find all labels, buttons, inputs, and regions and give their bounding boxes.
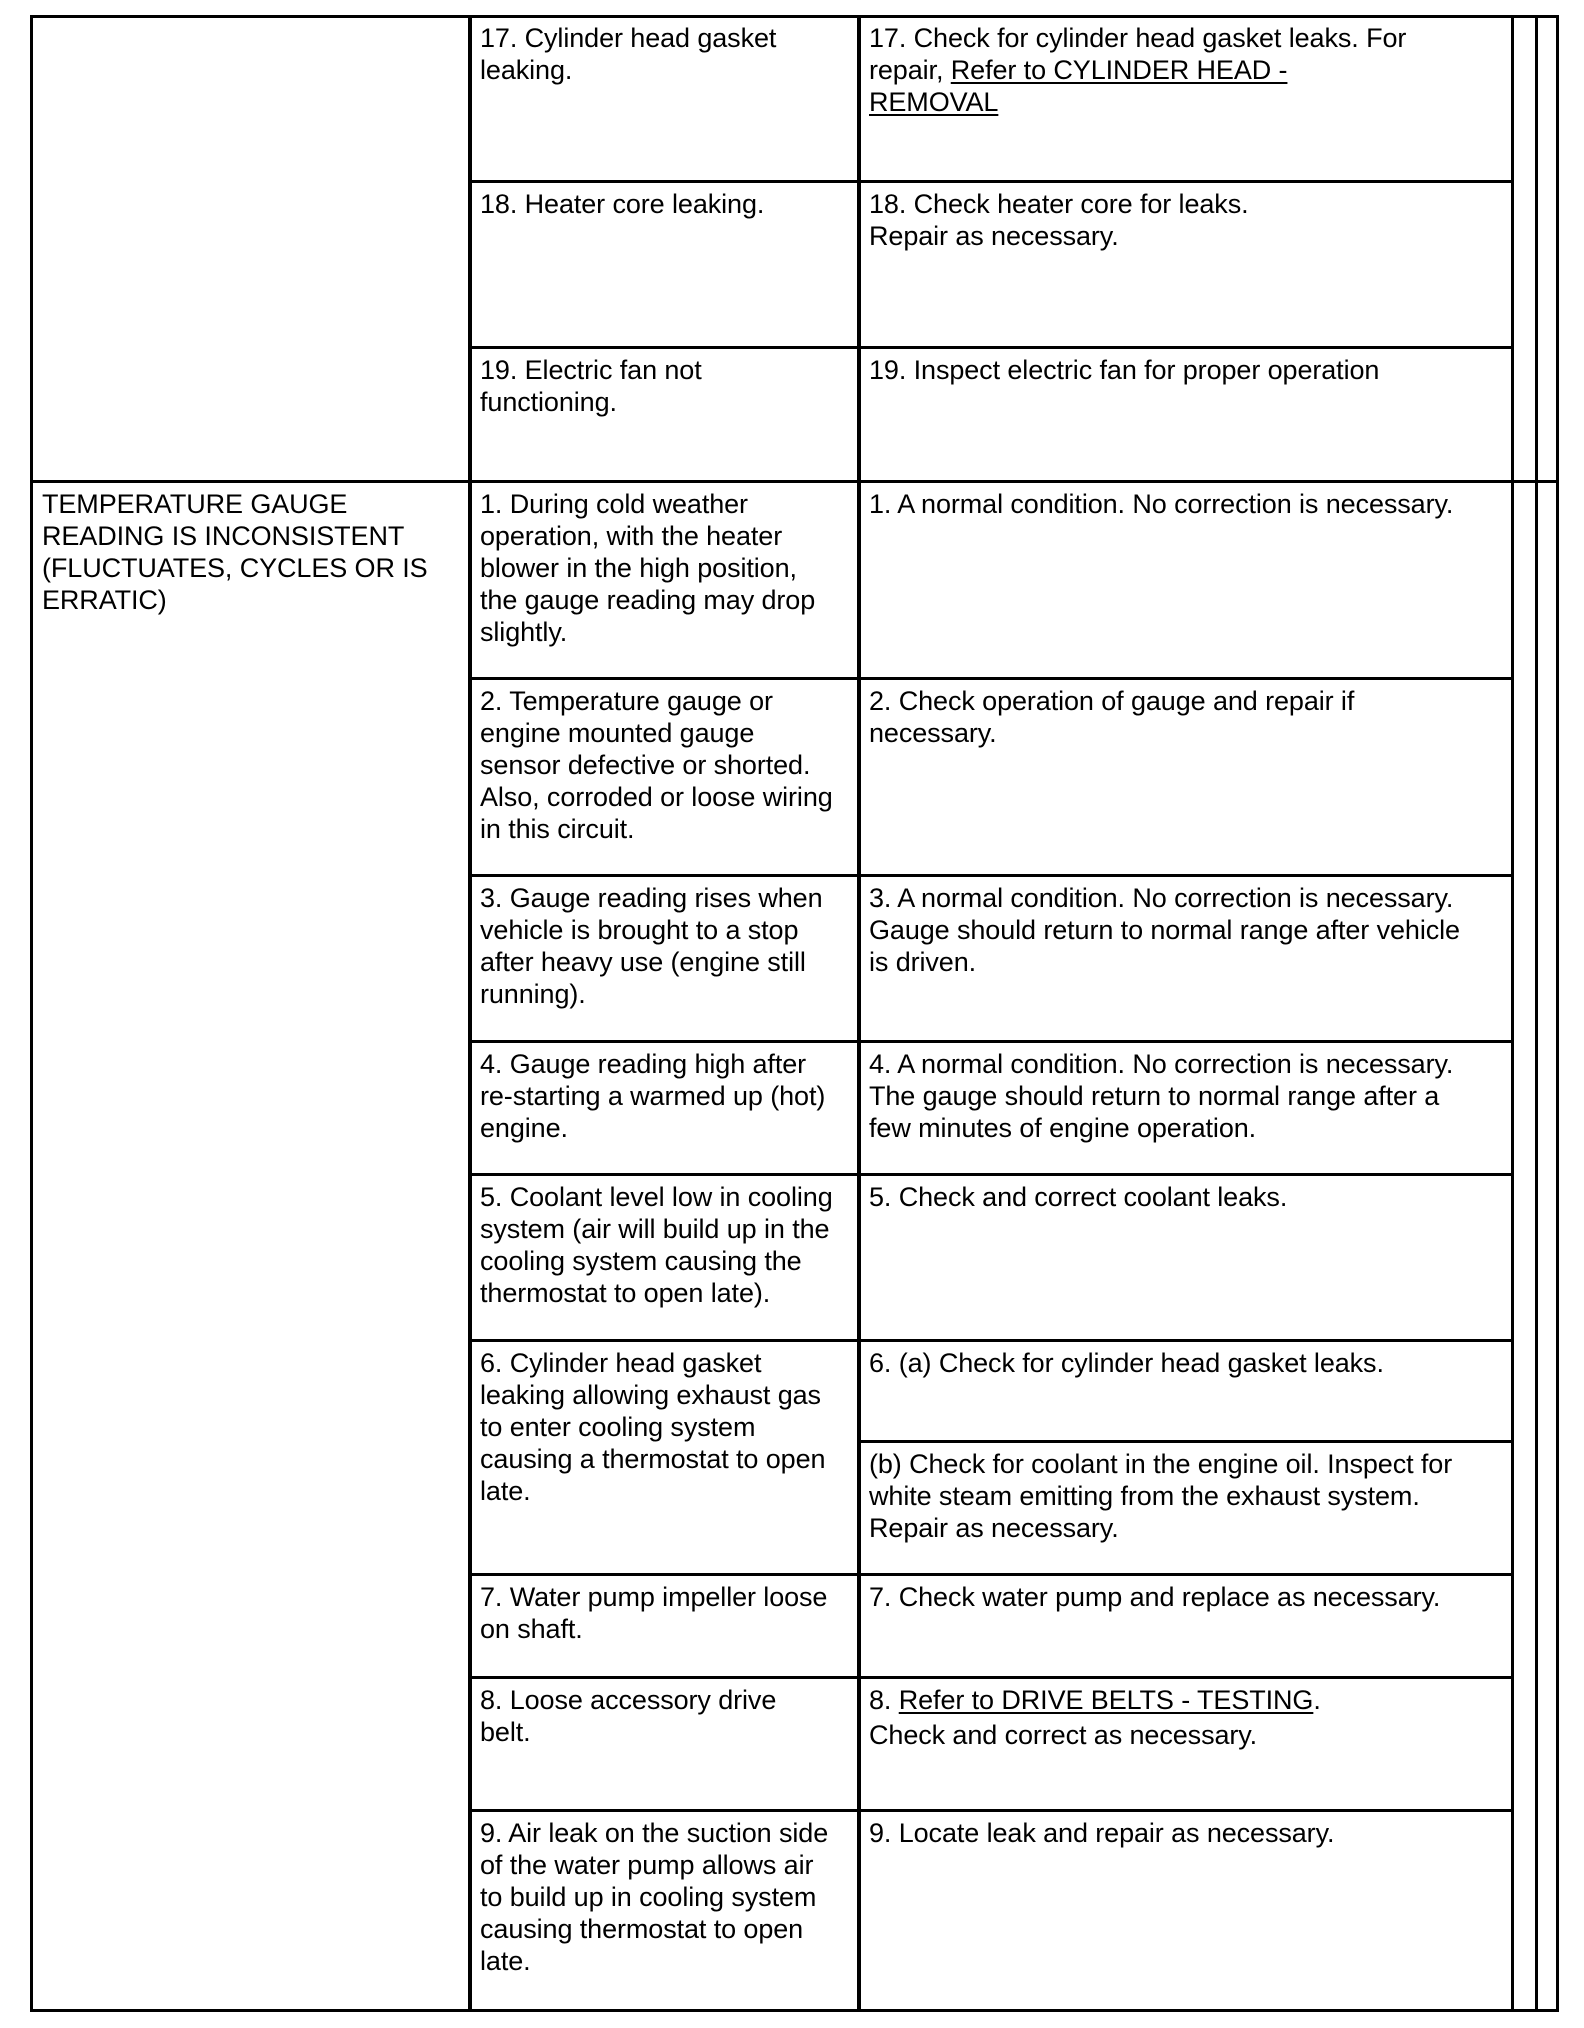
row-divider: [468, 1339, 1513, 1342]
correction-cell: [869, 1684, 1321, 1716]
row-divider: [468, 1173, 1513, 1176]
correction-cell: 18. Check heater core for leaks. Repair as necessary.: [869, 189, 1249, 251]
correction-text: 8.: [869, 1685, 899, 1715]
cause-cell: 3. Gauge reading rises when vehicle is brought to a stop after heavy use (engine still running).: [480, 883, 823, 1009]
correction-cell: 6. (a) Check for cylinder head gasket leaks.: [869, 1348, 1384, 1378]
row-divider-condition: [30, 480, 1559, 483]
row-divider: [468, 1573, 1513, 1576]
row-divider: [468, 874, 1513, 877]
row-divider: [468, 1676, 1513, 1679]
correction-cell: 4. A normal condition. No correction is necessary. The gauge should return to normal range after a few minutes of engine operation.: [869, 1049, 1454, 1143]
cause-cell: 7. Water pump impeller loose on shaft.: [480, 1582, 828, 1644]
drive-belts-testing-link[interactable]: Refer to DRIVE BELTS - TESTING: [898, 1685, 1314, 1715]
correction-cell: 2. Check operation of gauge and repair if necessary.: [869, 686, 1355, 748]
cause-cell: 9. Air leak on the suction side of the water pump allows air to build up in cooling system causing thermostat to open late.: [480, 1818, 829, 1976]
correction-cell: Check and correct as necessary.: [869, 1720, 1258, 1750]
cause-cell: 4. Gauge reading high after re-starting a warmed up (hot) engine.: [480, 1049, 826, 1143]
correction-text: 17. Check for cylinder head gasket leaks. For repair,: [869, 23, 1407, 85]
column-divider-1: [468, 15, 472, 2012]
cylinder-head-removal-link[interactable]: Refer to CYLINDER HEAD - REMOVAL: [869, 55, 1288, 117]
table-border-left: [30, 15, 33, 2012]
column-divider-4: [1535, 15, 1538, 2012]
cause-cell: 8. Loose accessory drive belt.: [480, 1685, 777, 1747]
table-border-right: [1556, 15, 1559, 2012]
correction-cell: 7. Check water pump and replace as necessary.: [869, 1582, 1441, 1612]
correction-cell: 19. Inspect electric fan for proper operation: [869, 355, 1380, 385]
cause-cell: 19. Electric fan not functioning.: [480, 355, 702, 417]
condition-cell: TEMPERATURE GAUGE READING IS INCONSISTENT (FLUCTUATES, CYCLES OR IS ERRATIC): [42, 489, 428, 615]
cause-cell: 6. Cylinder head gasket leaking allowing exhaust gas to enter cooling system causing a thermostat to open late.: [480, 1348, 826, 1506]
cause-cell: 1. During cold weather operation, with the heater blower in the high position, the gauge reading may drop slightly.: [480, 489, 816, 647]
row-divider-sub: [857, 1440, 1513, 1443]
correction-cell: 5. Check and correct coolant leaks.: [869, 1182, 1288, 1212]
row-divider: [468, 1809, 1513, 1812]
column-divider-3: [1511, 15, 1514, 2012]
correction-cell: 9. Locate leak and repair as necessary.: [869, 1818, 1335, 1848]
correction-cell: 1. A normal condition. No correction is necessary.: [869, 489, 1454, 519]
cause-cell: 2. Temperature gauge or engine mounted gauge sensor defective or shorted. Also, corroded or loose wiring in this circuit.: [480, 686, 833, 844]
row-divider: [468, 1040, 1513, 1043]
correction-cell: [869, 22, 1406, 118]
correction-cell: 3. A normal condition. No correction is necessary. Gauge should return to normal range after vehicle is driven.: [869, 883, 1460, 977]
cause-cell: 17. Cylinder head gasket leaking.: [480, 23, 777, 85]
row-divider: [468, 346, 1513, 349]
table-border-top: [30, 15, 1559, 18]
table-border-bottom: [30, 2009, 1559, 2012]
cause-cell: 5. Coolant level low in cooling system (air will build up in the cooling system causing the thermostat to open late).: [480, 1182, 833, 1308]
correction-cell: (b) Check for coolant in the engine oil. Inspect for white steam emitting from the exhaust system. Repair as necessary.: [869, 1449, 1453, 1543]
cause-cell: 18. Heater core leaking.: [480, 189, 765, 219]
correction-text: .: [1313, 1685, 1321, 1715]
row-divider: [468, 180, 1513, 183]
column-divider-2: [857, 15, 861, 2012]
row-divider: [468, 677, 1513, 680]
